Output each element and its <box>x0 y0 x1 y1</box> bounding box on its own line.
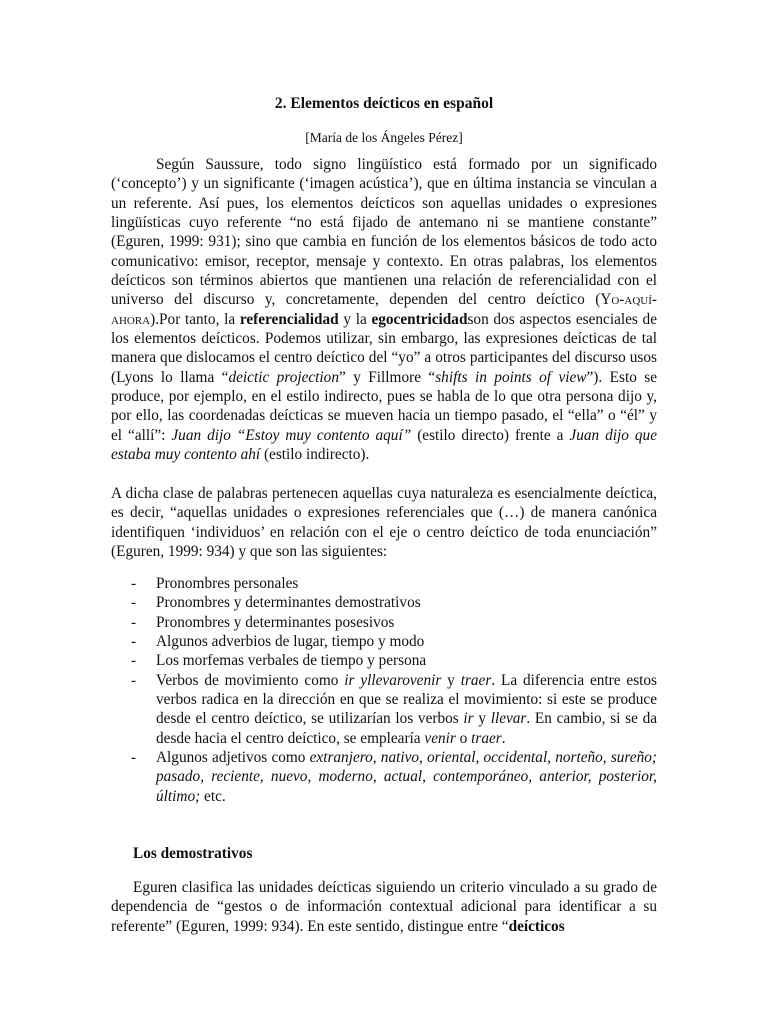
p1-text-c: y la <box>338 310 372 328</box>
list-item <box>111 593 657 612</box>
list-item-text: Algunos adverbios de lugar, tiempo y modo <box>156 633 425 651</box>
list-dash: - <box>131 633 137 651</box>
list-item <box>111 613 657 632</box>
list-item <box>111 651 657 670</box>
item6-text-g: . <box>501 729 506 747</box>
item6-italic-3: ir <box>463 710 474 728</box>
list-dash: - <box>131 575 137 592</box>
item6-italic-2: traer <box>460 671 492 689</box>
list-dash: - <box>131 613 137 631</box>
list-dash: - <box>131 594 137 612</box>
item7-text-a: Algunos adjetivos como <box>156 749 310 767</box>
item6-italic-6: traer <box>471 729 502 747</box>
paragraph-3 <box>111 878 657 936</box>
item6-text-a: Verbos de movimiento como <box>156 671 345 689</box>
list-item-text: Pronombres y determinantes demostrativos <box>156 594 421 612</box>
list-item <box>111 671 657 748</box>
item6-italic-4: llevar <box>490 710 527 728</box>
item6-text-e: . En cambio, si se da desde hacia el centro deíctico, se emplearía <box>156 710 658 747</box>
p1-text-a: Según Saussure, todo signo lingüístico está formado por un significado (‘concepto’) y un significante (‘imagen acústica’), que en última instancia se vinculan a un referente. Así pues, los elementos deícticos son aquellas unidades o expresiones lingüísticas cuyo referente “no está fijado de antemano ni se mantiene constante” (Eguren, 1999: 931); sino que cambia en función de los elementos básicos de todo acto comunicativo: emisor, receptor, mensaje y contexto. En otras palabras, los elementos deícticos son términos abiertos que mantienen una relación de referencialidad con el universo del discurso y, concretamente, dependen del centro deíctico ( <box>111 156 657 309</box>
item6-italic-5: venir <box>424 729 456 747</box>
p1-text-b: ).Por tanto, la <box>150 310 240 328</box>
p1-italic-1: deictic projection <box>228 368 339 386</box>
paragraph-1 <box>111 155 657 465</box>
section-heading: Los demostrativos <box>133 845 253 862</box>
p1-italic-4: Juan dijo que estaba muy contento ahí <box>111 426 657 464</box>
p1-italic-3: Juan dijo “Estoy muy contento aquí” <box>171 426 412 444</box>
p1-bold-egocentricidad: egocentricidad <box>371 310 468 328</box>
paragraph-2: A dicha clase de palabras pertenecen aquellas cuya naturaleza es esencialmente deíctica, es decir, “aquellas unidades o expresiones referenciales que (…) de manera canónica identifiquen ‘individuos’ en relación con el eje o centro deíctico de toda enunciación” (Eguren, 1999: 934) y que son las siguientes: <box>111 485 657 561</box>
item7-italic-1: extranjero, nativo, oriental, occidental, norteño, sureño; pasado, reciente, nuevo, moderno, actual, contemporáneo, anterior, posterior, último; <box>156 749 657 805</box>
item7-text-b: etc. <box>200 787 226 805</box>
p1-text-h: (estilo indirecto). <box>260 446 370 464</box>
list-item <box>111 574 657 593</box>
author-line: [María de los Ángeles Pérez] <box>305 130 463 145</box>
document-title: 2. Elementos deícticos en español <box>274 95 494 112</box>
p1-smallcaps: Yo-aquí-ahora <box>111 291 657 328</box>
list-item-text: Pronombres personales <box>156 575 299 592</box>
p1-text-e: ” y Fillmore “ <box>338 368 436 386</box>
p1-text-g: (estilo directo) frente a <box>411 426 570 444</box>
item6-text-b: y <box>441 671 461 689</box>
item6-text-d: y <box>473 710 491 728</box>
list-item <box>111 748 657 806</box>
p1-text-d: son dos aspectos esenciales de los elementos deícticos. Podemos utilizar, sin embargo, las expresiones deícticas de tal manera que dislocamos el centro deíctico del “yo” a otros participantes del discurso usos (Lyons lo llama “ <box>111 310 657 386</box>
p1-text-f: ”). Esto se produce, por ejemplo, en el estilo indirecto, pues se habla de lo que otra persona dijo y, por ello, las coordenadas deícticas se mueven hacia un tiempo pasado, el “ella” o “él” y el “allí”: <box>111 368 658 444</box>
p1-italic-2: shifts in points of view <box>435 368 587 386</box>
item6-italic-1: ir yllevarovenir <box>344 671 442 689</box>
item6-text-f: o <box>455 729 472 747</box>
deictic-list <box>111 574 657 806</box>
p1-bold-referencialidad: referencialidad <box>239 310 339 328</box>
p3-text-a: Eguren clasifica las unidades deícticas siguiendo un criterio vinculado a su grado de dependencia de “gestos o de información contextual adicional para identificar a su referente” (Eguren, 1999: 934). En este sentido, distingue entre “ <box>111 879 657 935</box>
list-dash: - <box>131 671 137 689</box>
list-item-text: Los morfemas verbales de tiempo y persona <box>156 652 427 670</box>
item6-text-c: . La diferencia entre estos verbos radica en la dirección en que se realiza el movimiento: si este se produce desde el centro deíctico, se utilizarían los verbos <box>156 671 658 728</box>
p3-bold: deícticos <box>508 917 565 935</box>
list-dash: - <box>131 749 137 767</box>
list-item-text: Pronombres y determinantes posesivos <box>156 613 395 631</box>
list-item <box>111 632 657 651</box>
list-dash: - <box>131 652 137 670</box>
